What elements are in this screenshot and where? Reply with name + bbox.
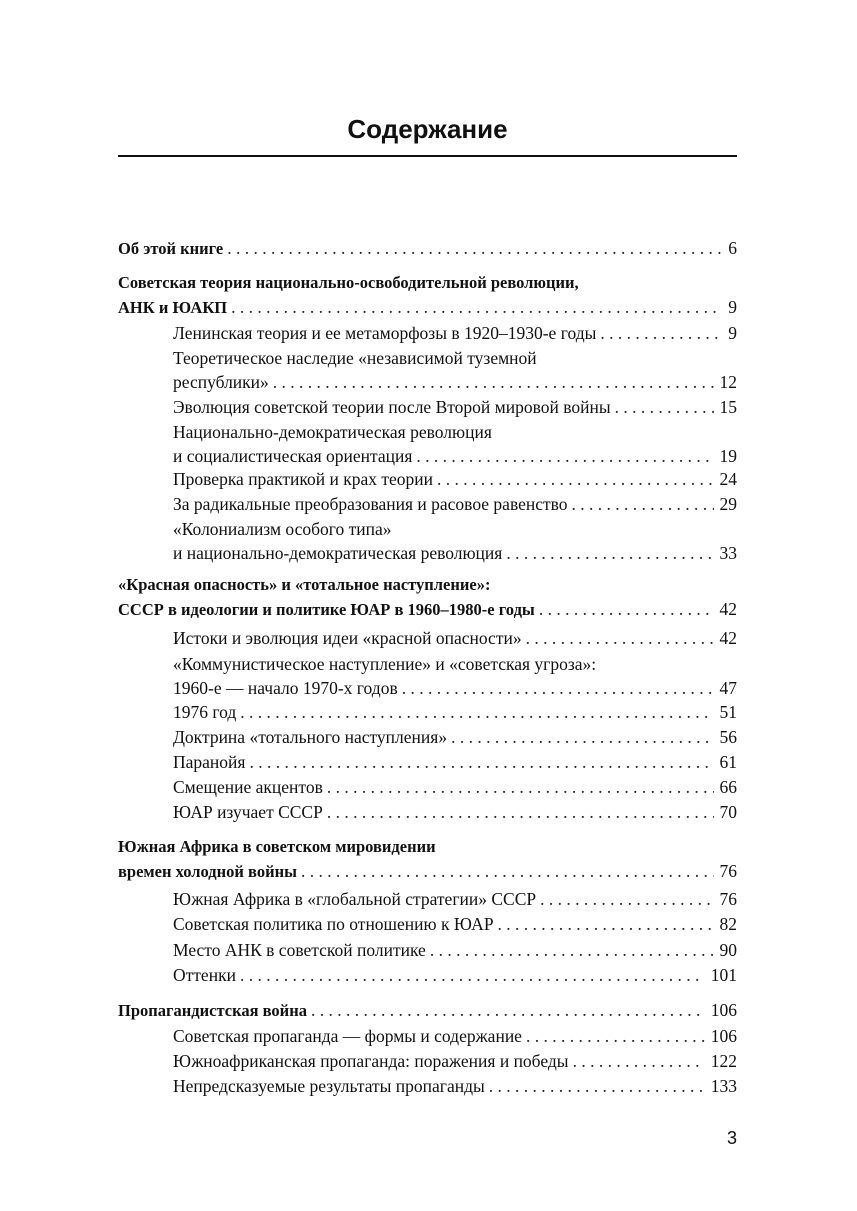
toc-page-number: 9 bbox=[728, 297, 737, 317]
toc-entry-title: Южная Африка в «глобальной стратегии» СССР bbox=[173, 889, 537, 909]
leader-dots bbox=[236, 963, 705, 987]
toc-page-number: 66 bbox=[719, 777, 737, 797]
toc-entry-title: республики» bbox=[173, 372, 269, 392]
leader-dots bbox=[447, 725, 713, 749]
leader-dots bbox=[236, 700, 713, 724]
toc-entry-title: Советская политика по отношению к ЮАР bbox=[173, 914, 494, 934]
toc-line bbox=[118, 835, 737, 859]
toc-entry-title: «Колониализм особого типа» bbox=[173, 519, 392, 539]
toc-chapter bbox=[118, 271, 737, 319]
toc-entry-title: Южноафриканская пропаганда: поражения и победы bbox=[173, 1051, 569, 1071]
toc-entry-title: СССР в идеологии и политике ЮАР в 1960–1980-е годы bbox=[118, 600, 535, 619]
leader-dots bbox=[502, 541, 713, 565]
toc-entry-title: 1960-е — начало 1970-х годов bbox=[173, 678, 398, 698]
toc-section bbox=[118, 492, 737, 516]
toc-entry-title: Советская теория национально-освободительной революции, bbox=[118, 273, 579, 292]
toc-chapter bbox=[118, 573, 737, 621]
toc-line bbox=[118, 725, 737, 749]
toc-page-number: 12 bbox=[719, 372, 737, 392]
toc-section bbox=[118, 1024, 737, 1048]
toc-section bbox=[118, 626, 737, 650]
leader-dots bbox=[611, 395, 714, 419]
leader-dots bbox=[398, 676, 714, 700]
toc-section bbox=[118, 725, 737, 749]
toc-page-number: 24 bbox=[719, 469, 737, 489]
leader-dots bbox=[307, 998, 705, 1022]
toc-page-number: 122 bbox=[710, 1051, 737, 1071]
toc-line bbox=[118, 395, 737, 419]
toc-section bbox=[118, 420, 737, 468]
toc-line bbox=[118, 652, 737, 676]
toc-entry-title: За радикальные преобразования и расовое равенство bbox=[173, 494, 568, 514]
toc-section bbox=[118, 652, 737, 700]
leader-dots bbox=[596, 321, 722, 345]
toc-section bbox=[118, 800, 737, 824]
toc-entry-title: Пропагандистская война bbox=[118, 1001, 307, 1020]
leader-dots bbox=[426, 938, 714, 962]
toc-page-number: 82 bbox=[719, 914, 737, 934]
toc-section bbox=[118, 346, 737, 394]
toc-line bbox=[118, 1049, 737, 1073]
toc-section bbox=[118, 395, 737, 419]
toc-line bbox=[118, 859, 737, 883]
toc-line bbox=[118, 676, 737, 700]
leader-dots bbox=[536, 887, 713, 911]
toc-entry-title: «Коммунистическое наступление» и «советская угроза»: bbox=[173, 654, 597, 674]
toc-page-number: 42 bbox=[719, 599, 737, 619]
toc-entry-title: Смещение акцентов bbox=[173, 777, 323, 797]
toc-line bbox=[118, 321, 737, 345]
toc-entry-title: «Красная опасность» и «тотальное наступление»: bbox=[118, 575, 491, 594]
toc-entry-title: и социалистическая ориентация bbox=[173, 446, 413, 466]
toc-line bbox=[118, 517, 737, 541]
toc-line bbox=[118, 271, 737, 295]
leader-dots bbox=[323, 800, 714, 824]
toc-line bbox=[118, 800, 737, 824]
leader-dots bbox=[223, 236, 722, 260]
leader-dots bbox=[323, 775, 714, 799]
toc-entry-title: времен холодной войны bbox=[118, 862, 297, 881]
toc-line bbox=[118, 700, 737, 724]
page-title: Содержание bbox=[347, 114, 508, 144]
toc-entry-title: Эволюция советской теории после Второй мировой войны bbox=[173, 397, 611, 417]
leader-dots bbox=[568, 492, 714, 516]
toc-section bbox=[118, 700, 737, 724]
toc-section bbox=[118, 963, 737, 987]
leader-dots bbox=[494, 912, 714, 936]
toc-chapter bbox=[118, 236, 737, 260]
toc-line bbox=[118, 1074, 737, 1098]
toc-line bbox=[118, 775, 737, 799]
toc-line bbox=[118, 370, 737, 394]
toc-line bbox=[118, 541, 737, 565]
toc-section bbox=[118, 887, 737, 911]
toc-page-number: 106 bbox=[710, 1026, 737, 1046]
toc-page-number: 70 bbox=[719, 802, 737, 822]
toc-line bbox=[118, 998, 737, 1022]
toc-entry-title: Теоретическое наследие «независимой туземной bbox=[173, 348, 537, 368]
toc-entry-title: и национально-демократическая революция bbox=[173, 543, 503, 563]
toc-line bbox=[118, 912, 737, 936]
toc-section bbox=[118, 775, 737, 799]
leader-dots bbox=[535, 597, 714, 621]
toc-page-number: 133 bbox=[710, 1076, 737, 1096]
toc-page-number: 9 bbox=[728, 323, 737, 343]
toc-section bbox=[118, 517, 737, 565]
leader-dots bbox=[485, 1074, 705, 1098]
toc-line bbox=[118, 236, 737, 260]
toc-entry-title: АНК и ЮАКП bbox=[118, 298, 228, 317]
toc-line bbox=[118, 626, 737, 650]
toc-entry-title: Проверка практикой и крах теории bbox=[173, 469, 433, 489]
toc-line bbox=[118, 887, 737, 911]
toc-entry-title: ЮАР изучает СССР bbox=[173, 802, 323, 822]
leader-dots bbox=[522, 1024, 705, 1048]
toc-line bbox=[118, 938, 737, 962]
toc-page-number: 29 bbox=[719, 494, 737, 514]
leader-dots bbox=[297, 859, 714, 883]
toc-entry-title: Доктрина «тотального наступления» bbox=[173, 727, 448, 747]
toc-section bbox=[118, 1074, 737, 1098]
toc-page-number: 42 bbox=[719, 628, 737, 648]
leader-dots bbox=[522, 626, 714, 650]
leader-dots bbox=[412, 444, 713, 468]
toc-entry-title: Ленинская теория и ее метаморфозы в 1920–1930-е годы bbox=[173, 323, 597, 343]
toc-entry-title: Паранойя bbox=[173, 752, 246, 772]
toc-line bbox=[118, 492, 737, 516]
toc-page-number: 51 bbox=[719, 702, 737, 722]
toc-section bbox=[118, 938, 737, 962]
toc-line bbox=[118, 597, 737, 621]
toc-line bbox=[118, 295, 737, 319]
toc-line bbox=[118, 444, 737, 468]
toc-page-number: 106 bbox=[710, 1000, 737, 1020]
toc-page-number: 33 bbox=[719, 543, 737, 563]
toc-line bbox=[118, 963, 737, 987]
title-rule bbox=[118, 155, 737, 157]
leader-dots bbox=[269, 370, 714, 394]
toc-entry-title: 1976 год bbox=[173, 702, 237, 722]
toc-page-number: 101 bbox=[710, 965, 737, 985]
toc-entry-title: Непредсказуемые результаты пропаганды bbox=[173, 1076, 485, 1096]
toc-page-number: 15 bbox=[719, 397, 737, 417]
toc-entry-title: Об этой книге bbox=[118, 239, 224, 258]
toc-page-number: 6 bbox=[728, 238, 737, 258]
leader-dots bbox=[569, 1049, 705, 1073]
toc-line bbox=[118, 420, 737, 444]
toc-line bbox=[118, 573, 737, 597]
toc-entry-title: Истоки и эволюция идеи «красной опасности» bbox=[173, 628, 522, 648]
toc-entry-title: Национально-демократическая революция bbox=[173, 422, 492, 442]
toc-entry-title: Оттенки bbox=[173, 965, 236, 985]
page-number: 3 bbox=[726, 1128, 737, 1148]
toc-entry-title: Советская пропаганда — формы и содержание bbox=[173, 1026, 522, 1046]
toc-section bbox=[118, 321, 737, 345]
leader-dots bbox=[227, 295, 722, 319]
toc-line bbox=[118, 1024, 737, 1048]
toc-section bbox=[118, 1049, 737, 1073]
toc-section bbox=[118, 750, 737, 774]
toc-line bbox=[118, 346, 737, 370]
toc-line bbox=[118, 750, 737, 774]
toc-section bbox=[118, 912, 737, 936]
toc-line bbox=[118, 467, 737, 491]
toc-page-number: 56 bbox=[719, 727, 737, 747]
toc-page-number: 76 bbox=[719, 861, 737, 881]
toc-page-number: 61 bbox=[719, 752, 737, 772]
toc-page-number: 19 bbox=[719, 446, 737, 466]
toc-page-number: 47 bbox=[719, 678, 737, 698]
leader-dots bbox=[245, 750, 713, 774]
toc-chapter bbox=[118, 835, 737, 883]
toc-page-number: 76 bbox=[719, 889, 737, 909]
toc-section bbox=[118, 467, 737, 491]
toc-entry-title: Место АНК в советской политике bbox=[173, 940, 426, 960]
toc-page-number: 90 bbox=[719, 940, 737, 960]
leader-dots bbox=[433, 467, 714, 491]
toc-chapter bbox=[118, 998, 737, 1022]
toc-entry-title: Южная Африка в советском мировидении bbox=[118, 837, 436, 856]
